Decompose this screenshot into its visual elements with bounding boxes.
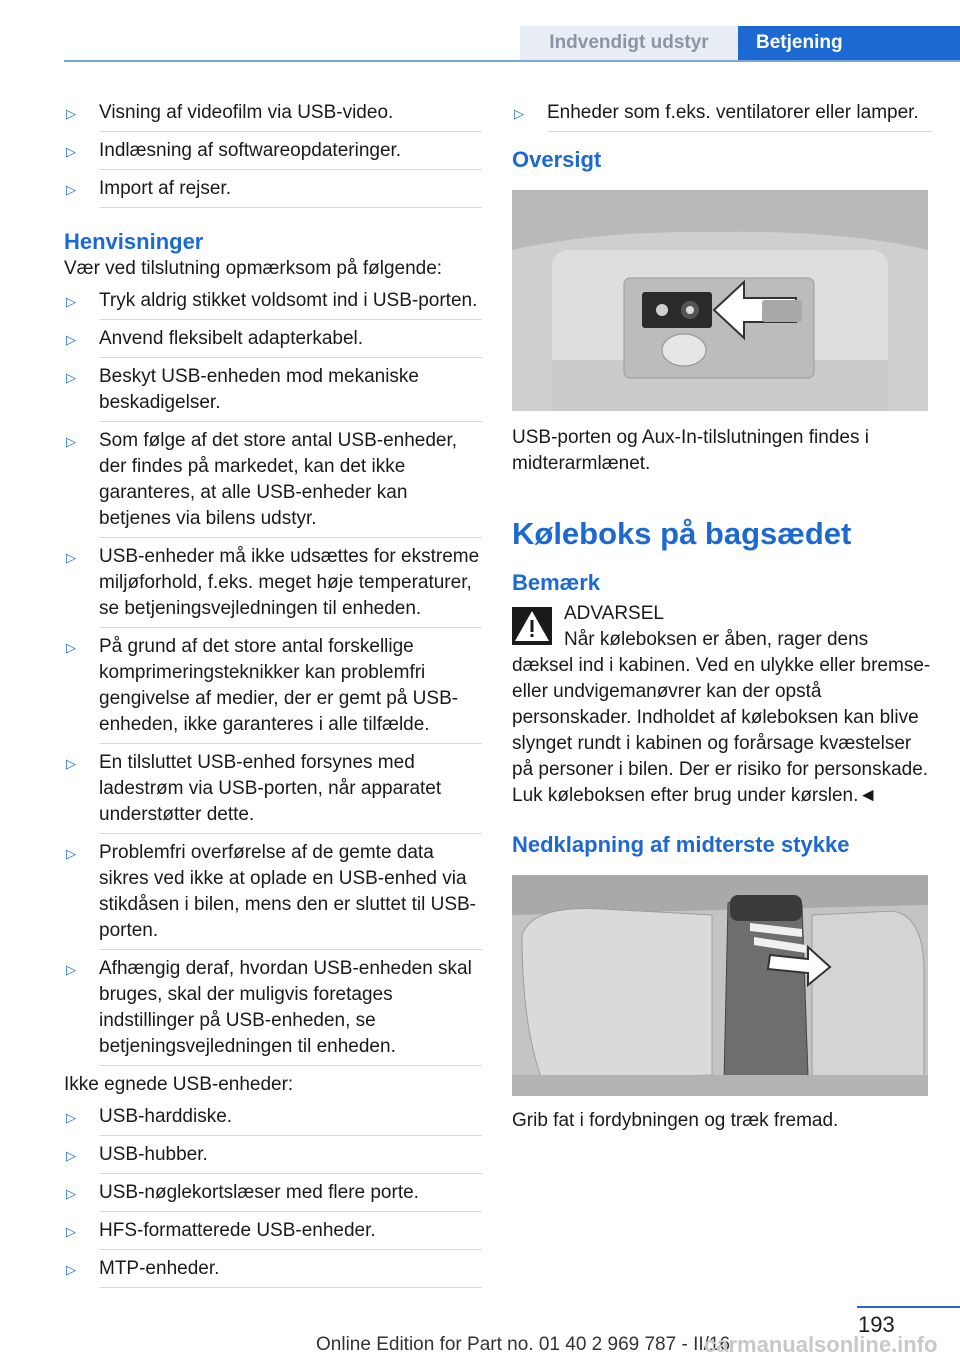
henvisninger-heading: Henvisninger	[64, 229, 204, 254]
bullet-item	[64, 428, 482, 538]
header-rule	[64, 60, 960, 62]
warning-triangle-icon	[512, 607, 552, 645]
bullet-triangle-icon: ▷	[66, 144, 76, 159]
bullet-text: USB-hubber.	[99, 1144, 208, 1165]
rear-seat-illustration	[512, 875, 928, 1096]
bullet-item	[64, 288, 482, 320]
bemaerk-heading: Bemærk	[512, 570, 601, 595]
bullet-item	[512, 100, 932, 132]
footer-rule	[857, 1306, 960, 1308]
bullet-triangle-icon: ▷	[66, 846, 76, 861]
bullet-text: Enheder som f.eks. ventilatorer eller lamper.	[547, 102, 919, 123]
warning-text: Når køleboksen er åben, rager dens dæksel ind i kabinen. Ved en ulykke eller bremse- eller undvigemanøvrer kan der opstå personskader. Indholdet af køleboksen kan blive slynget rundt i kabinen og forårsage kvæstelser på personer i bilen. Der er risiko for personskade. Luk køleboksen efter brug under kørslen.◄	[512, 629, 931, 806]
bullet-text: HFS-formatterede USB-enheder.	[99, 1220, 376, 1241]
bullet-text: På grund af det store antal forskellige komprimeringsteknikker kan problemfri gengivelse af medier, der er gemt på USB-enheden, ikke garanteres i alle tilfælde.	[99, 636, 459, 735]
bullet-text: En tilsluttet USB-enhed forsynes med ladestrøm via USB-porten, når apparatet understøtter dette.	[99, 752, 442, 825]
bullet-text: Visning af videofilm via USB-video.	[99, 102, 394, 123]
left-column	[64, 100, 482, 1294]
bullet-text: Tryk aldrig stikket voldsomt ind i USB-porten.	[99, 290, 478, 311]
bullet-item	[64, 176, 482, 208]
bullet-triangle-icon: ▷	[66, 332, 76, 347]
bullet-triangle-icon: ▷	[66, 1148, 76, 1163]
bullet-text: USB-nøglekortslæser med flere porte.	[99, 1182, 419, 1203]
unsuitable-bullet-list	[64, 1104, 482, 1288]
oversigt-caption: USB-porten og Aux-In-tilslutningen findes i midterarmlænet.	[512, 427, 869, 474]
bullet-item	[64, 840, 482, 950]
bullet-item	[64, 634, 482, 744]
bullet-triangle-icon: ▷	[66, 106, 76, 121]
bullet-text: Beskyt USB-enheden mod mekaniske beskadigelser.	[99, 366, 419, 413]
bullet-item	[64, 750, 482, 834]
bullet-item	[64, 1218, 482, 1250]
top-bullet-list	[64, 100, 482, 208]
nedklapning-heading: Nedklapning af midterste stykke	[512, 832, 850, 857]
bullet-text: Anvend fleksibelt adapterkabel.	[99, 328, 364, 349]
bullet-item	[64, 100, 482, 132]
bullet-triangle-icon: ▷	[66, 434, 76, 449]
bullet-text: USB-harddiske.	[99, 1106, 233, 1127]
bullet-text: Indlæsning af softwareopdateringer.	[99, 140, 402, 161]
bullet-triangle-icon: ▷	[66, 1262, 76, 1277]
bullet-triangle-icon: ▷	[66, 370, 76, 385]
edition-line: Online Edition for Part no. 01 40 2 969 787 - II/16	[316, 1334, 731, 1355]
bullet-triangle-icon: ▷	[66, 550, 76, 565]
bullet-item	[64, 1104, 482, 1136]
bullet-item	[64, 138, 482, 170]
unsuitable-intro: Ikke egnede USB-enheder:	[64, 1074, 294, 1095]
header-section-tab: Indvendigt udstyr	[520, 26, 738, 60]
usb-port-photo	[512, 190, 928, 411]
bullet-text: Import af rejser.	[99, 178, 231, 199]
bullet-item	[64, 364, 482, 422]
bullet-item	[64, 1256, 482, 1288]
bullet-triangle-icon: ▷	[66, 1224, 76, 1239]
bullet-text: Som følge af det store antal USB-enheder, der findes på markedet, kan det ikke garanteres, at alle USB-enheder kan betjenes via bilens udstyr.	[99, 430, 458, 529]
warning-block	[512, 601, 932, 627]
bullet-text: Afhængig deraf, hvordan USB-enheden skal bruges, skal der muligvis foretages indstillinger på USB-enheden, se betjeningsvejledningen til enheden.	[99, 958, 472, 1057]
bullet-item	[64, 1180, 482, 1212]
bullet-item	[64, 1142, 482, 1174]
section-title: Køleboks på bagsædet	[512, 516, 852, 551]
bullet-triangle-icon: ▷	[66, 1186, 76, 1201]
bullet-text: MTP-enheder.	[99, 1258, 220, 1279]
warning-label: ADVARSEL	[564, 603, 664, 624]
bullet-triangle-icon: ▷	[66, 294, 76, 309]
bullet-triangle-icon: ▷	[66, 1110, 76, 1125]
bullet-triangle-icon: ▷	[66, 182, 76, 197]
bullet-triangle-icon: ▷	[66, 640, 76, 655]
bullet-item	[64, 326, 482, 358]
bullet-triangle-icon: ▷	[66, 756, 76, 771]
bullet-triangle-icon: ▷	[514, 106, 524, 121]
page-number: 193	[858, 1312, 895, 1337]
usb-port-illustration	[512, 190, 928, 411]
bullet-text: Problemfri overførelse af de gemte data sikres ved ikke at oplade en USB-enhed via stikdåsen i bilen, mens den er sluttet til USB-porten.	[99, 842, 477, 941]
henvisninger-intro: Vær ved tilslutning opmærksom på følgende:	[64, 258, 443, 279]
header-active-tab: Betjening	[738, 26, 960, 60]
nedklapning-caption: Grib fat i fordybningen og træk fremad.	[512, 1110, 839, 1131]
bullet-item	[64, 956, 482, 1066]
right-column	[512, 100, 932, 1134]
rear-seat-photo	[512, 875, 928, 1096]
bullet-item	[64, 544, 482, 628]
bullet-text: USB-enheder må ikke udsættes for ekstreme miljøforhold, f.eks. meget høje temperaturer, se betjeningsvejledningen til enheden.	[99, 546, 480, 619]
oversigt-heading: Oversigt	[512, 147, 602, 172]
watermark: carmanualsonline.info	[704, 1332, 938, 1357]
bullet-triangle-icon: ▷	[66, 962, 76, 977]
right-top-bullet-list	[512, 100, 932, 132]
notes-bullet-list	[64, 288, 482, 1066]
